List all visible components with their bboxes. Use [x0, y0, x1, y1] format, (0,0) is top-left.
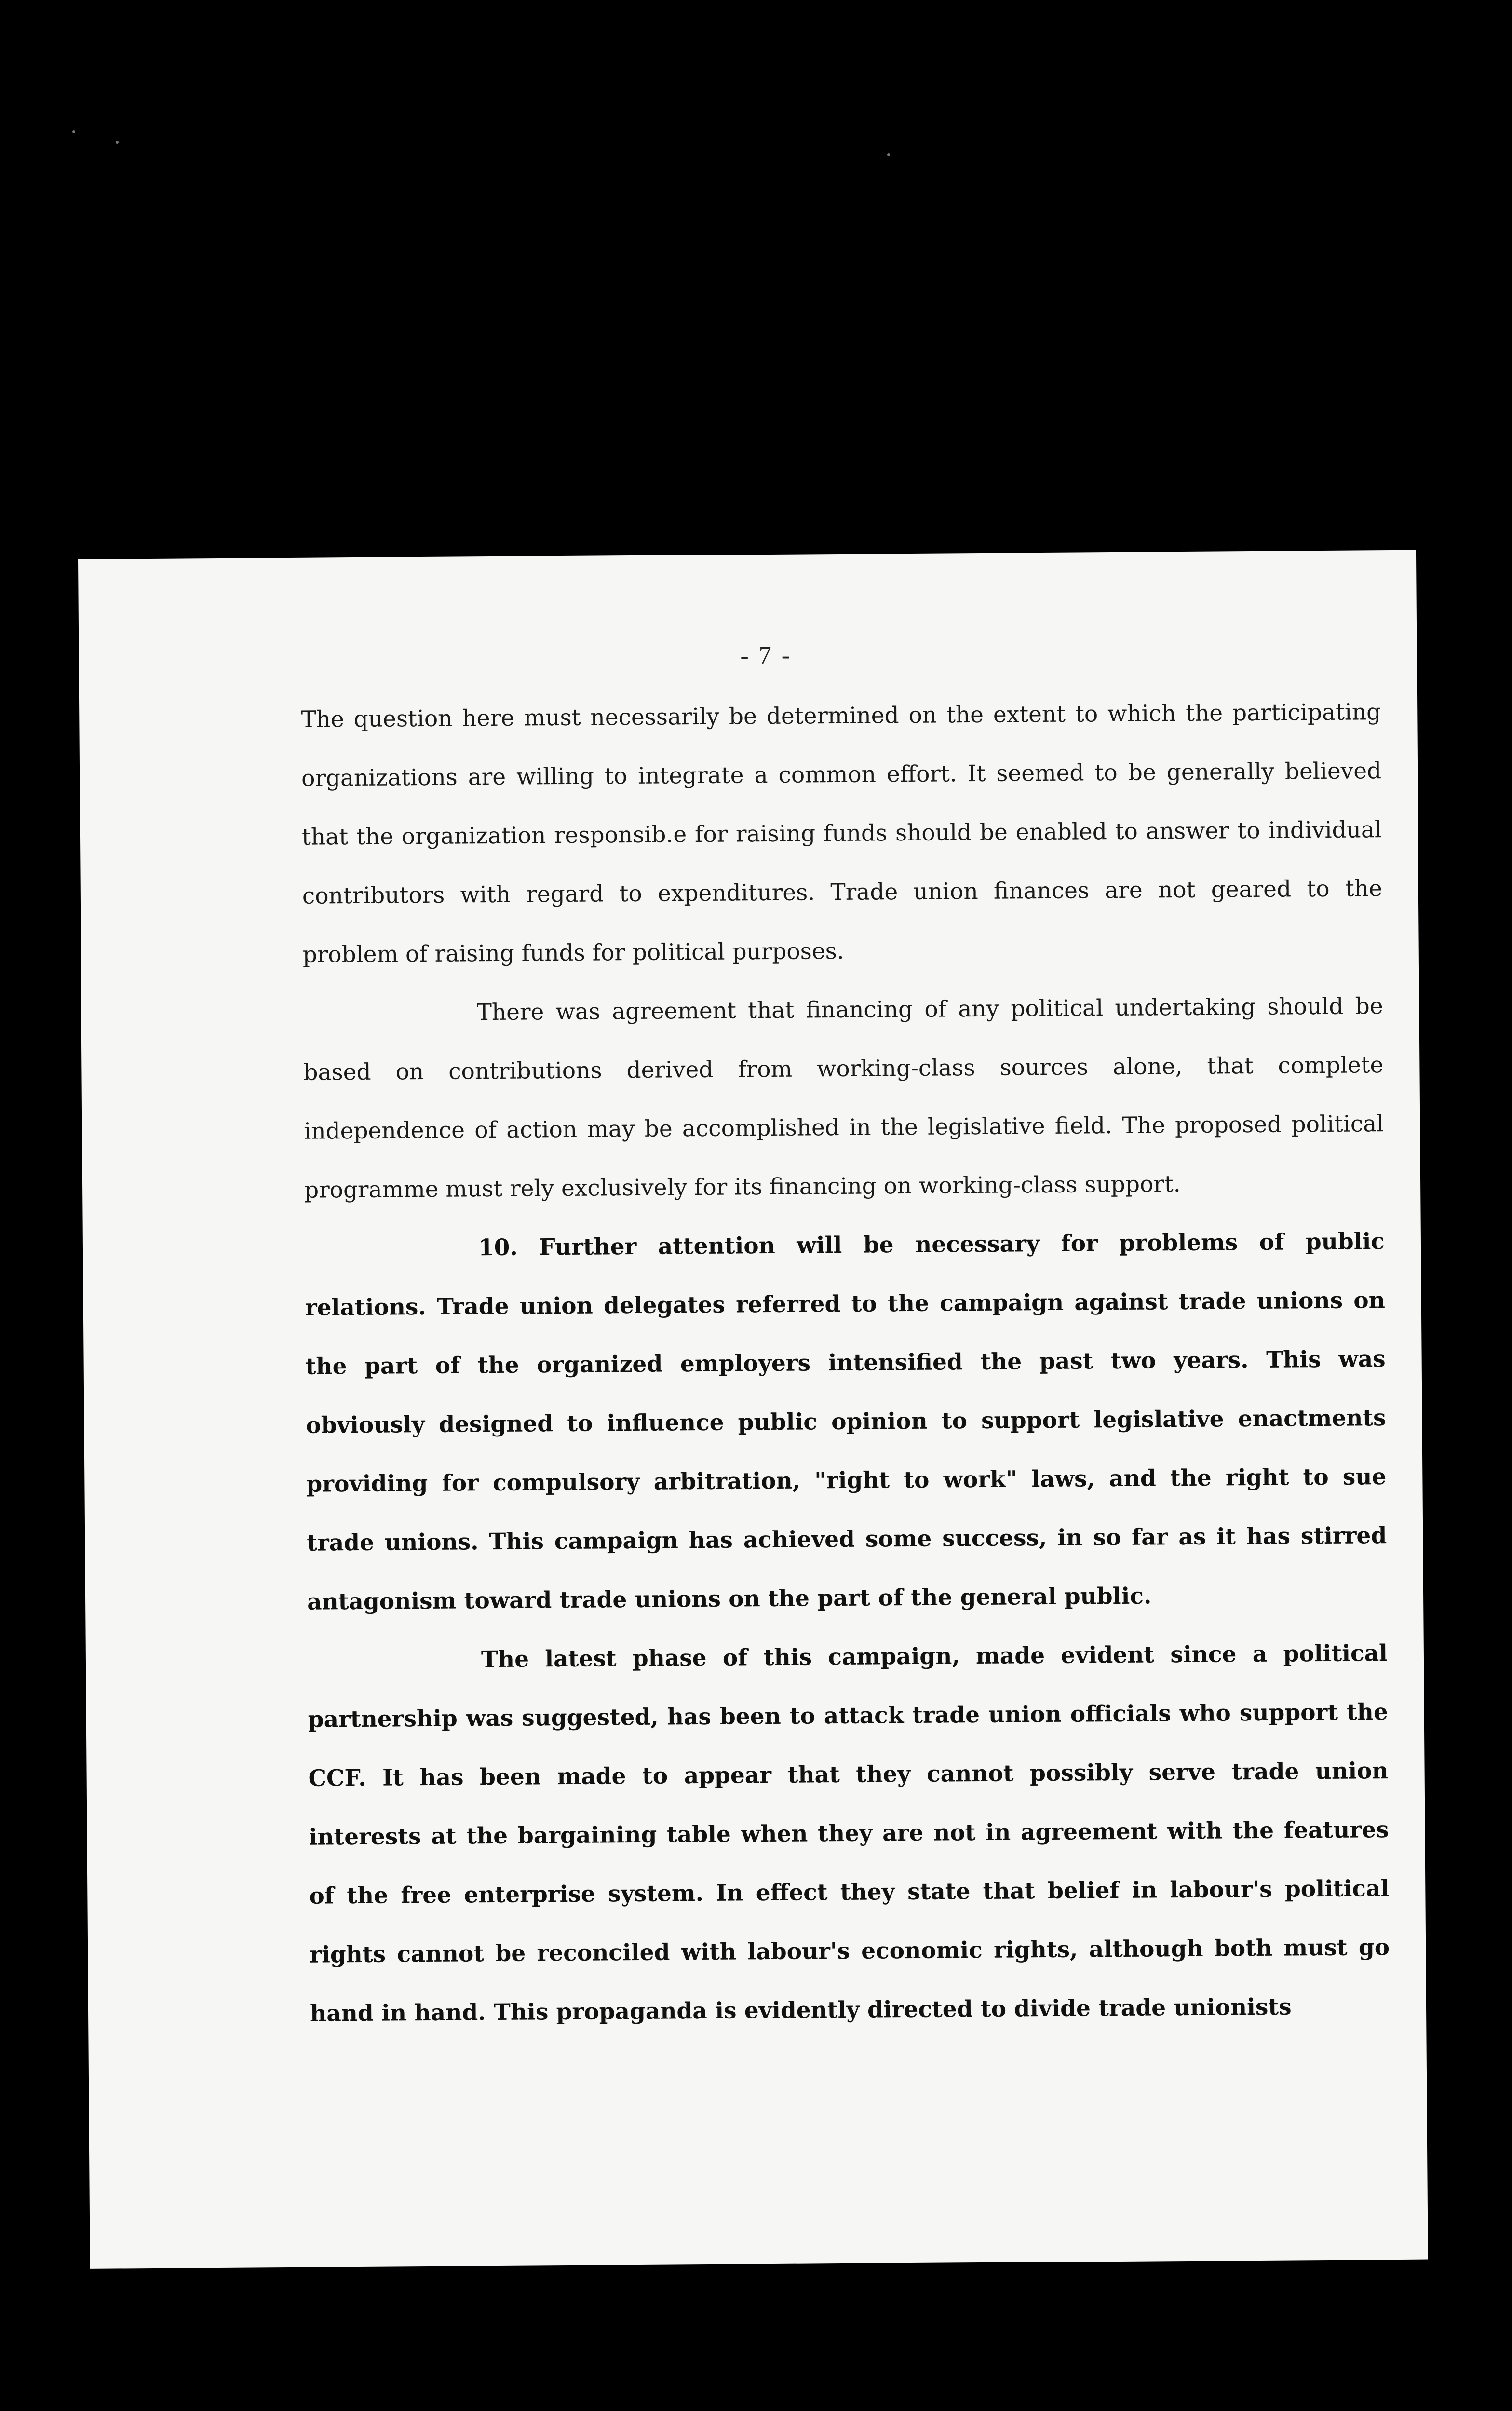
paragraph-finances-question: The question here must necessarily be determined on the extent to which the participating organizations are willing to integrate a common effort. It seemed to be generally believed that the organization responsib.e for raising funds should be enabled to answer to individual contributors with regard to expenditures. Trade union finances are not geared to the problem of raising funds for political purposes. [301, 699, 1383, 968]
document-page [78, 550, 1428, 2269]
paragraph-public-relations: 10. Further attention will be necessary for problems of public relations. Trade union delegates referred to the campaign against trade unions on the part of the organized employers intensified the past two years. This was obviously designed to influence public opinion to support legislative enactments providing for compulsory arbitration, "right to work" laws, and the right to sue trade unions. This campaign has achieved some success, in so far as it has stirred antagonism toward trade unions on the part of the general public. [305, 1228, 1387, 1615]
paragraph-campaign-phase: The latest phase of this campaign, made evident since a political partnership was suggested, has been to attack trade union officials who support the CCF. It has been made to appear that they cannot possibly serve trade union interests at the bargaining table when they are not in agreement with the features of the free enterprise system. In effect they state that belief in labour's political rights cannot be reconciled with labour's economic rights, although both must go hand in hand. This propaganda is evidently directed to divide trade unionists [308, 1640, 1390, 2027]
paragraph-financing-agreement: There was agreement that financing of any political undertaking should be based on contributions derived from working-class sources alone, that complete independence of action may be accomplished in the legislative field. The proposed political programme must rely exclusively for its financing on working-class support. [303, 993, 1384, 1204]
film-speck [116, 141, 119, 144]
document-body [301, 683, 1390, 2044]
film-speck [72, 130, 75, 133]
film-speck [887, 153, 890, 156]
page-number: - 7 - [740, 641, 792, 670]
